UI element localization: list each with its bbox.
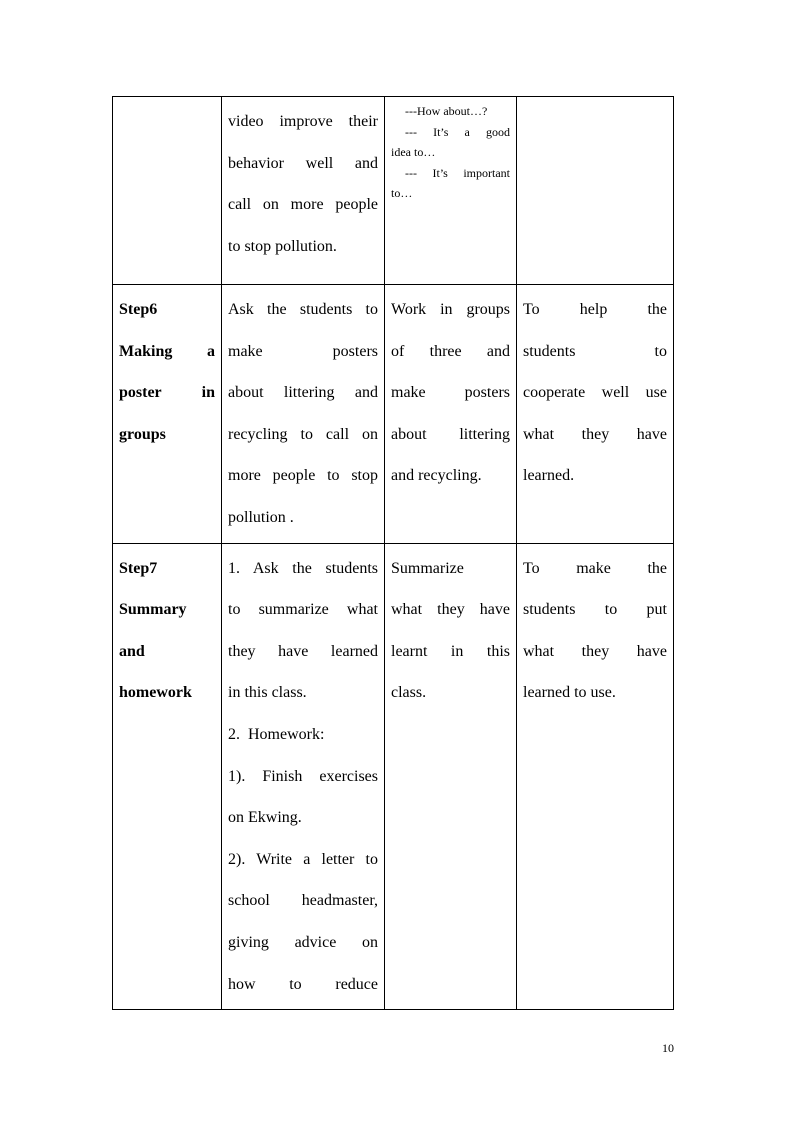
text-line: make posters — [228, 342, 378, 360]
text-line: ---How about…? — [405, 104, 488, 118]
text-line: class. — [391, 684, 427, 702]
text-line: they have learned — [228, 642, 378, 660]
teacher-activity-cell — [222, 285, 385, 544]
step-cell — [113, 543, 222, 1010]
text-line: 1). Finish exercises — [228, 767, 378, 785]
text-line: learned. — [523, 467, 575, 485]
teacher-activity-cell — [222, 543, 385, 1010]
text-line: about littering and — [228, 384, 378, 402]
text-line: 2. Homework: — [228, 725, 325, 743]
table-row — [113, 97, 674, 285]
text-line: school headmaster, — [228, 892, 378, 910]
student-activity-cell — [385, 97, 517, 285]
step-cell — [113, 97, 222, 285]
text-line: pollution . — [228, 508, 294, 526]
text-line: To make the — [523, 559, 667, 577]
text-line: --- It’s important — [405, 165, 510, 180]
text-line: cooperate well use — [523, 384, 667, 402]
table-row — [113, 285, 674, 544]
step-name-line: groups — [119, 425, 166, 443]
text-line: Work in groups — [391, 301, 510, 318]
text-line: what they have — [523, 642, 667, 660]
purpose-cell — [517, 285, 674, 544]
text-line: what they have — [391, 601, 510, 619]
text-line: behavior well and — [228, 154, 378, 172]
step-name-line: and — [119, 642, 145, 660]
text-line: of three and — [391, 342, 510, 360]
step-name-line: Summary — [119, 601, 187, 619]
text-line: to… — [391, 186, 413, 201]
text-line: --- It’s a good — [405, 124, 510, 139]
table-row — [113, 543, 674, 1010]
text-line: 2). Write a letter to — [228, 850, 378, 868]
text-line: to summarize what — [228, 601, 378, 619]
student-activity-cell — [385, 285, 517, 544]
step-title: Step6 — [119, 301, 158, 318]
text-line: more people to stop — [228, 467, 378, 485]
text-line: how to reduce — [228, 975, 378, 993]
text-line: learned to use. — [523, 684, 616, 702]
purpose-cell — [517, 543, 674, 1010]
text-line: students to — [523, 342, 667, 360]
text-line: Summarize — [391, 559, 464, 577]
text-line: what they have — [523, 425, 667, 443]
teacher-activity-cell — [222, 97, 385, 285]
text-line: idea to… — [391, 145, 436, 160]
page-number: 10 — [662, 1041, 674, 1055]
text-line: learnt in this — [391, 642, 510, 660]
text-line: students to put — [523, 601, 667, 619]
text-line: giving advice on — [228, 933, 378, 951]
step-name-line: Making a — [119, 342, 215, 360]
text-line: call on more people — [228, 196, 378, 214]
text-line: make posters — [391, 384, 510, 402]
text-line: video improve their — [228, 113, 378, 130]
step-name-line: poster in — [119, 384, 215, 402]
text-line: and recycling. — [391, 467, 482, 485]
text-line: recycling to call on — [228, 425, 378, 443]
student-activity-cell — [385, 543, 517, 1010]
text-line: about littering — [391, 425, 510, 443]
text-line: in this class. — [228, 684, 307, 702]
text-line: To help the — [523, 301, 667, 318]
purpose-cell — [517, 97, 674, 285]
step-title: Step7 — [119, 559, 158, 577]
text-line: to stop pollution. — [228, 237, 337, 255]
text-line: 1. Ask the students — [228, 559, 378, 577]
step-cell — [113, 285, 222, 544]
step-name-line: homework — [119, 684, 192, 702]
text-line: Ask the students to — [228, 301, 378, 318]
lesson-plan-table — [112, 96, 674, 1010]
text-line: on Ekwing. — [228, 809, 302, 827]
